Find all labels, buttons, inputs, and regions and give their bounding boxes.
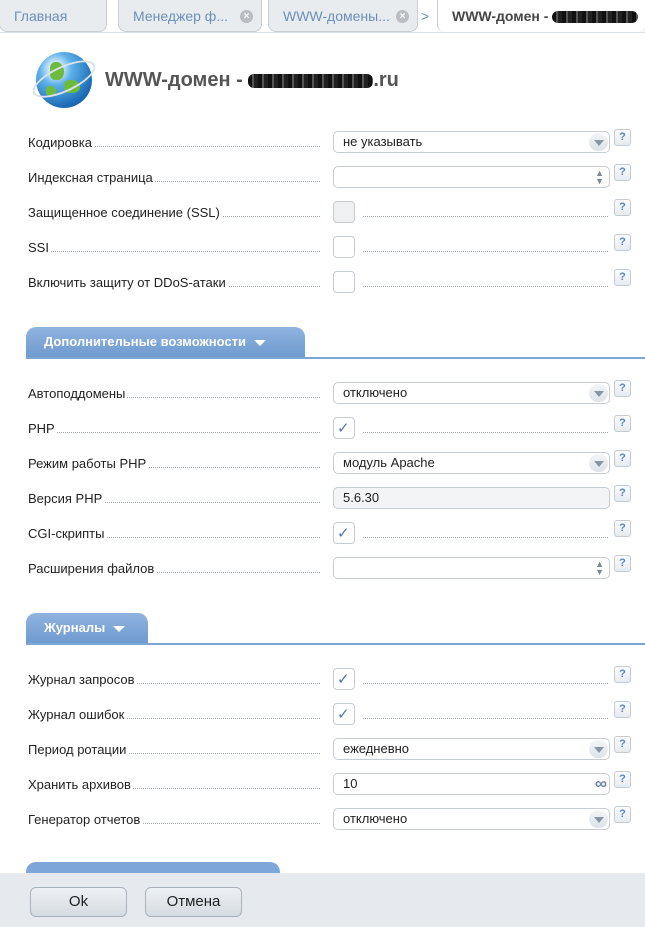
row-error-log	[28, 703, 633, 725]
php-checkbox[interactable]	[333, 417, 355, 439]
help-icon[interactable]: ?	[614, 555, 631, 572]
divider	[26, 357, 645, 359]
footer-bar	[0, 873, 645, 927]
leader-dots	[28, 251, 320, 252]
tab-www-domain-active[interactable]	[437, 0, 645, 32]
rotation-period-select[interactable]: ежедневно	[333, 738, 610, 760]
chevron-down-icon	[254, 340, 266, 346]
row-ddos	[28, 271, 633, 293]
row-cgi	[28, 522, 633, 544]
row-ssi	[28, 236, 633, 258]
tab-label: Менеджер ф...	[133, 8, 228, 24]
check-icon: ✓	[337, 706, 350, 723]
leader-dots	[363, 683, 608, 684]
field-label: SSI	[28, 240, 49, 255]
chevron-down-icon[interactable]	[589, 384, 608, 402]
leader-dots	[363, 251, 608, 252]
field-label: Защищенное соединение (SSL)	[28, 205, 220, 220]
redacted-domain	[552, 11, 638, 23]
field-label: Включить защиту от DDoS-атаки	[28, 275, 226, 290]
help-icon[interactable]: ?	[614, 380, 631, 397]
index-page-input[interactable]	[333, 166, 610, 188]
php-mode-select[interactable]: модуль Apache	[333, 452, 610, 474]
check-icon: ✓	[337, 671, 350, 688]
leader-dots	[363, 537, 608, 538]
help-icon[interactable]: ?	[614, 701, 631, 718]
close-icon[interactable]: ×	[396, 10, 409, 23]
tab-bar	[0, 0, 645, 34]
file-extensions-input[interactable]	[333, 557, 610, 579]
leader-dots	[363, 286, 608, 287]
leader-dots	[363, 718, 608, 719]
ssl-checkbox[interactable]	[333, 201, 355, 223]
row-report-generator	[28, 808, 633, 830]
check-icon: ✓	[337, 525, 350, 542]
tab-label: Главная	[14, 8, 68, 24]
field-label: Индексная страница	[28, 170, 153, 185]
field-label: Журнал ошибок	[28, 707, 125, 722]
encoding-select[interactable]: не указывать	[333, 131, 610, 153]
help-icon[interactable]: ?	[614, 771, 631, 788]
help-icon[interactable]: ?	[614, 520, 631, 537]
row-php-version	[28, 487, 633, 509]
field-label: Хранить архивов	[28, 777, 131, 792]
row-keep-archives	[28, 773, 633, 795]
field-label: Расширения файлов	[28, 561, 155, 576]
check-icon: ✓	[337, 420, 350, 437]
help-icon[interactable]: ?	[614, 269, 631, 286]
chevron-down-icon[interactable]	[589, 740, 608, 758]
divider	[26, 643, 645, 645]
access-log-checkbox[interactable]	[333, 668, 355, 690]
infinity-icon[interactable]: ∞	[594, 774, 607, 793]
row-encoding	[28, 131, 633, 153]
help-icon[interactable]: ?	[614, 666, 631, 683]
help-icon[interactable]: ?	[614, 806, 631, 823]
field-label: Кодировка	[28, 135, 92, 150]
tab-label: WWW-домены...	[283, 8, 390, 24]
help-icon[interactable]: ?	[614, 129, 631, 146]
help-icon[interactable]: ?	[614, 164, 631, 181]
divider	[0, 32, 645, 33]
tab-file-manager[interactable]	[118, 0, 262, 32]
redacted-domain	[248, 74, 373, 88]
chevron-down-icon[interactable]	[589, 810, 608, 828]
php-version-field: 5.6.30	[333, 487, 610, 509]
leader-dots	[28, 432, 320, 433]
ddos-checkbox[interactable]	[333, 271, 355, 293]
field-label: PHP	[28, 421, 55, 436]
tab-www-domains[interactable]	[268, 0, 418, 32]
row-php	[28, 417, 633, 439]
autosubdomains-select[interactable]: отключено	[333, 382, 610, 404]
section-header[interactable]: Журналы	[26, 613, 148, 643]
field-label: Автоподдомены	[28, 386, 126, 401]
field-label: Режим работы PHP	[28, 456, 147, 471]
field-label: Версия PHP	[28, 491, 103, 506]
close-icon[interactable]: ×	[240, 10, 253, 23]
section-logs[interactable]	[26, 613, 645, 645]
field-label: Журнал запросов	[28, 672, 135, 687]
spinner-icon[interactable]: ▲ ▼	[595, 559, 604, 577]
field-label: Период ротации	[28, 742, 127, 757]
error-log-checkbox[interactable]	[333, 703, 355, 725]
row-index-page	[28, 166, 633, 188]
chevron-down-icon	[113, 626, 125, 632]
chevron-right-icon[interactable]: >	[421, 8, 430, 24]
field-label: CGI-скрипты	[28, 526, 105, 541]
globe-icon	[36, 52, 92, 108]
help-icon[interactable]: ?	[614, 450, 631, 467]
chevron-down-icon[interactable]	[589, 133, 608, 151]
field-label: Генератор отчетов	[28, 812, 141, 827]
help-icon[interactable]: ?	[614, 415, 631, 432]
help-icon[interactable]: ?	[614, 199, 631, 216]
ssi-checkbox[interactable]	[333, 236, 355, 258]
tab-label: WWW-домен -	[452, 8, 553, 24]
tab-home[interactable]	[0, 0, 107, 32]
chevron-down-icon[interactable]	[589, 454, 608, 472]
help-icon[interactable]: ?	[614, 485, 631, 502]
report-generator-select[interactable]: отключено	[333, 808, 610, 830]
cgi-checkbox[interactable]	[333, 522, 355, 544]
cancel-button[interactable]: Отмена	[145, 887, 242, 917]
row-ssl	[28, 201, 633, 223]
row-autosubdomains	[28, 382, 633, 404]
keep-archives-input[interactable]: 10 ∞	[333, 773, 610, 795]
leader-dots	[363, 216, 608, 217]
ok-button[interactable]: Ok	[30, 887, 127, 917]
row-access-log	[28, 668, 633, 690]
row-php-mode	[28, 452, 633, 474]
row-file-extensions	[28, 557, 633, 579]
help-icon[interactable]: ?	[614, 234, 631, 251]
section-header[interactable]: Дополнительные возможности	[26, 327, 305, 357]
row-rotation-period	[28, 738, 633, 760]
spinner-icon[interactable]: ▲ ▼	[595, 168, 604, 186]
page-title: WWW-домен - .ru	[105, 69, 399, 91]
help-icon[interactable]: ?	[614, 736, 631, 753]
section-extra-features[interactable]	[26, 327, 645, 359]
leader-dots	[363, 432, 608, 433]
